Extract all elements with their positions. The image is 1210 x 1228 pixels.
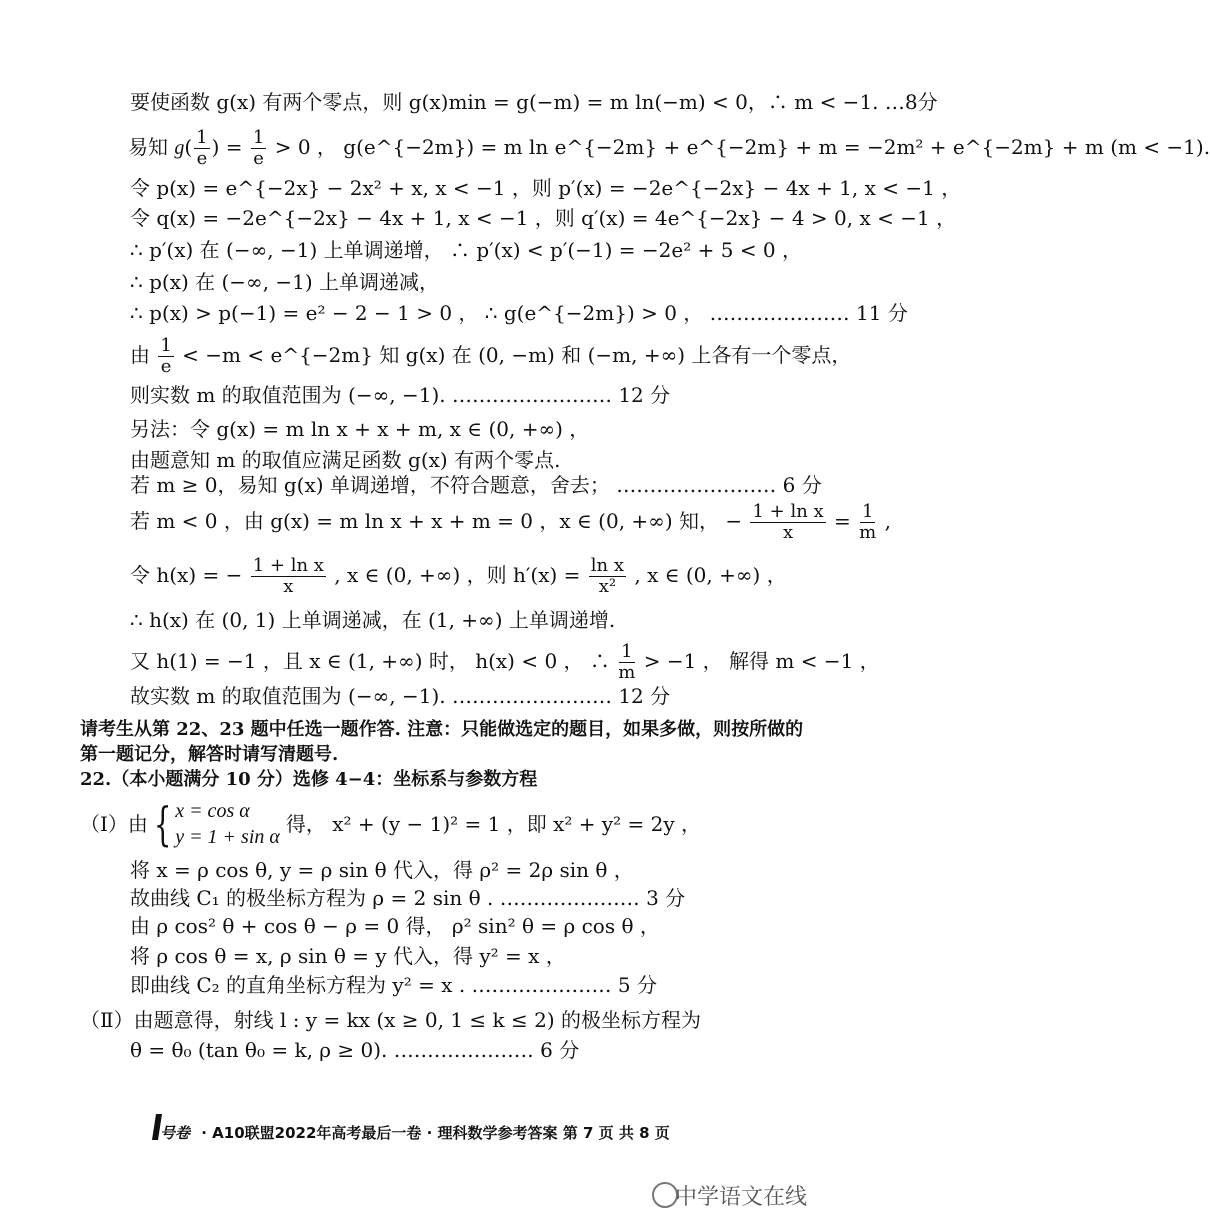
fraction-numerator: 1 bbox=[252, 127, 265, 148]
text-line: 将 ρ cos θ = x, ρ sin θ = y 代入，得 y² = x ， bbox=[130, 944, 566, 968]
fraction bbox=[158, 336, 173, 377]
text-fragment: > 0 ， g(e^{−2m}) = m ln e^{−2m} + e^{−2m} + m = −2m² + e^{−2m} + m (m < −1). bbox=[274, 135, 1210, 159]
text-line: 故实数 m 的取值范围为 (−∞, −1). …………………… 12 分 bbox=[130, 684, 671, 708]
fraction-denominator: e bbox=[253, 148, 264, 169]
text-fragment: 易知 bbox=[128, 135, 168, 159]
text-line: ∴ p(x) 在 (−∞, −1) 上单调递减， bbox=[130, 270, 440, 294]
fraction-denominator: m bbox=[859, 522, 877, 543]
text-line: 要使函数 g(x) 有两个零点，则 g(x)min = g(−m) = m ln(−m) < 0，∴ m < −1. …8分 bbox=[130, 90, 938, 114]
fraction bbox=[859, 502, 876, 543]
text-fragment: 令 h(x) = − bbox=[130, 563, 243, 587]
fraction-denominator: x bbox=[782, 522, 794, 543]
fraction bbox=[750, 502, 825, 543]
text-line: θ = θ₀ (tan θ₀ = k, ρ ≥ 0). ………………… 6 分 bbox=[130, 1038, 580, 1062]
text-line: 另法：令 g(x) = m ln x + x + m, x ∈ (0, +∞) ， bbox=[130, 417, 590, 441]
text-line bbox=[130, 336, 851, 377]
text-line: 若 m ≥ 0，易知 g(x) 单调递增，不符合题意，舍去； …………………… 6 分 bbox=[130, 473, 822, 497]
text-fragment: 又 h(1) = −1 ，且 x ∈ (1, +∞) 时， h(x) < 0 ， ∴ bbox=[130, 649, 610, 673]
text-fragment: > −1 ， 解得 m < −1 ， bbox=[643, 649, 880, 673]
text-fragment: , x ∈ (0, +∞) ， bbox=[634, 563, 787, 587]
fraction bbox=[618, 642, 635, 683]
text-line bbox=[130, 556, 787, 597]
fraction-numerator: 1 bbox=[196, 127, 208, 148]
fraction bbox=[589, 556, 626, 597]
fraction-denominator: e bbox=[196, 148, 208, 169]
instruction-line: 请考生从第 22、23 题中任选一题作答. 注意：只能做选定的题目，如果多做，则按所做的 bbox=[80, 719, 804, 740]
text-line: 则实数 m 的取值范围为 (−∞, −1). …………………… 12 分 bbox=[130, 383, 671, 407]
equation: y = 1 + sin α bbox=[175, 826, 280, 848]
text-line: 即曲线 C₂ 的直角坐标方程为 y² = x . ………………… 5 分 bbox=[130, 973, 657, 997]
fraction bbox=[194, 128, 209, 169]
text-line: 由题意知 m 的取值应满足函数 g(x) 有两个零点. bbox=[130, 448, 561, 472]
text-fragment: 若 m < 0 ，由 g(x) = m ln x + x + m = 0 ，x ∈ (0, +∞) 知， − bbox=[130, 509, 743, 533]
fraction-denominator: x bbox=[283, 576, 294, 597]
text-fragment: 由 bbox=[130, 343, 150, 367]
fraction bbox=[251, 556, 326, 597]
equation: x = cos α bbox=[175, 800, 250, 822]
instruction-line: 第一题记分，解答时请写清题号. bbox=[80, 744, 339, 765]
fraction-numerator: 1 + ln x bbox=[752, 501, 824, 522]
text-line: 由 ρ cos² θ + cos θ − ρ = 0 得， ρ² sin² θ = ρ cos θ ， bbox=[130, 914, 660, 938]
fraction bbox=[251, 128, 266, 169]
text-fragment: 得， x² + (y − 1)² = 1 ，即 x² + y² = 2y ， bbox=[285, 812, 702, 836]
text-line: ∴ h(x) 在 (0, 1) 上单调递减，在 (1, +∞) 上单调递增. bbox=[130, 608, 616, 632]
text-line: 易知 g( $\frac{1}{e}$ ) = $\frac{1}{e}$ > 0 ， g(e^{−2m}) = m ln e^{−2m} + e^{−2m} + m = −2m² + e^{−2m} + m (m < −1). bbox=[128, 127, 1210, 169]
text-line: 若 m < 0 ，由 g(x) = m ln x + x + m = 0 ，x ∈ (0, +∞) 知， − $\frac{\text{1 + ln x}}{x}$ = $\frac{1}{m}$ , bbox=[130, 501, 891, 543]
text-line bbox=[130, 642, 880, 683]
text-line bbox=[80, 796, 701, 852]
fraction-numerator: 1 + ln x bbox=[252, 555, 324, 576]
text-line: （Ⅱ）由题意得，射线 l : y = kx (x ≥ 0, 1 ≤ k ≤ 2) 的极坐标方程为 bbox=[80, 1008, 701, 1032]
text-fragment: = bbox=[834, 509, 851, 533]
text-line: ∴ p(x) > p(−1) = e² − 2 − 1 > 0 ， ∴ g(e^{−2m}) > 0 ， ………………… 11 分 bbox=[130, 301, 908, 325]
footer-logo-text: 号卷 bbox=[160, 1124, 191, 1142]
fraction-denominator: x² bbox=[598, 576, 617, 597]
text-line: 令 q(x) = −2e^{−2x} − 4x + 1, x < −1 ，则 q′(x) = 4e^{−2x} − 4 > 0, x < −1 ， bbox=[130, 206, 957, 230]
text-fragment: , x ∈ (0, +∞) ，则 h′(x) = bbox=[334, 563, 581, 587]
page-footer bbox=[160, 1122, 670, 1143]
fraction-numerator: 1 bbox=[621, 641, 633, 662]
text-fragment: < −m < e^{−2m} 知 g(x) 在 (0, −m) 和 (−m, +∞) 上各有一个零点， bbox=[182, 343, 852, 367]
text-line: 令 p(x) = e^{−2x} − 2x² + x, x < −1 ，则 p′(x) = −2e^{−2x} − 4x + 1, x < −1 ， bbox=[130, 176, 962, 200]
fraction-denominator: e bbox=[160, 356, 172, 377]
equation-system bbox=[175, 798, 280, 850]
text-line: 将 x = ρ cos θ, y = ρ sin θ 代入，得 ρ² = 2ρ sin θ ， bbox=[130, 858, 634, 882]
fraction-numerator: 1 bbox=[861, 501, 874, 522]
text-fragment: （Ⅰ）由 bbox=[80, 812, 148, 836]
fraction-numerator: 1 bbox=[160, 335, 172, 356]
text-line: 故曲线 C₁ 的极坐标方程为 ρ = 2 sin θ . ………………… 3 分 bbox=[130, 886, 686, 910]
left-brace-icon: { bbox=[153, 797, 172, 851]
watermark-text: 中学语文在线 bbox=[675, 1185, 808, 1210]
question-heading: 22.（本小题满分 10 分）选修 4−4：坐标系与参数方程 bbox=[80, 769, 538, 790]
footer-text: · A10联盟2022年高考最后一卷 · 理科数学参考答案 第 7 页 共 8 页 bbox=[201, 1124, 670, 1142]
fraction-denominator: m bbox=[618, 662, 636, 683]
fraction-numerator: ln x bbox=[590, 555, 624, 576]
text-line: ∴ p′(x) 在 (−∞, −1) 上单调递增， ∴ p′(x) < p′(−1) = −2e² + 5 < 0 ， bbox=[130, 238, 803, 262]
